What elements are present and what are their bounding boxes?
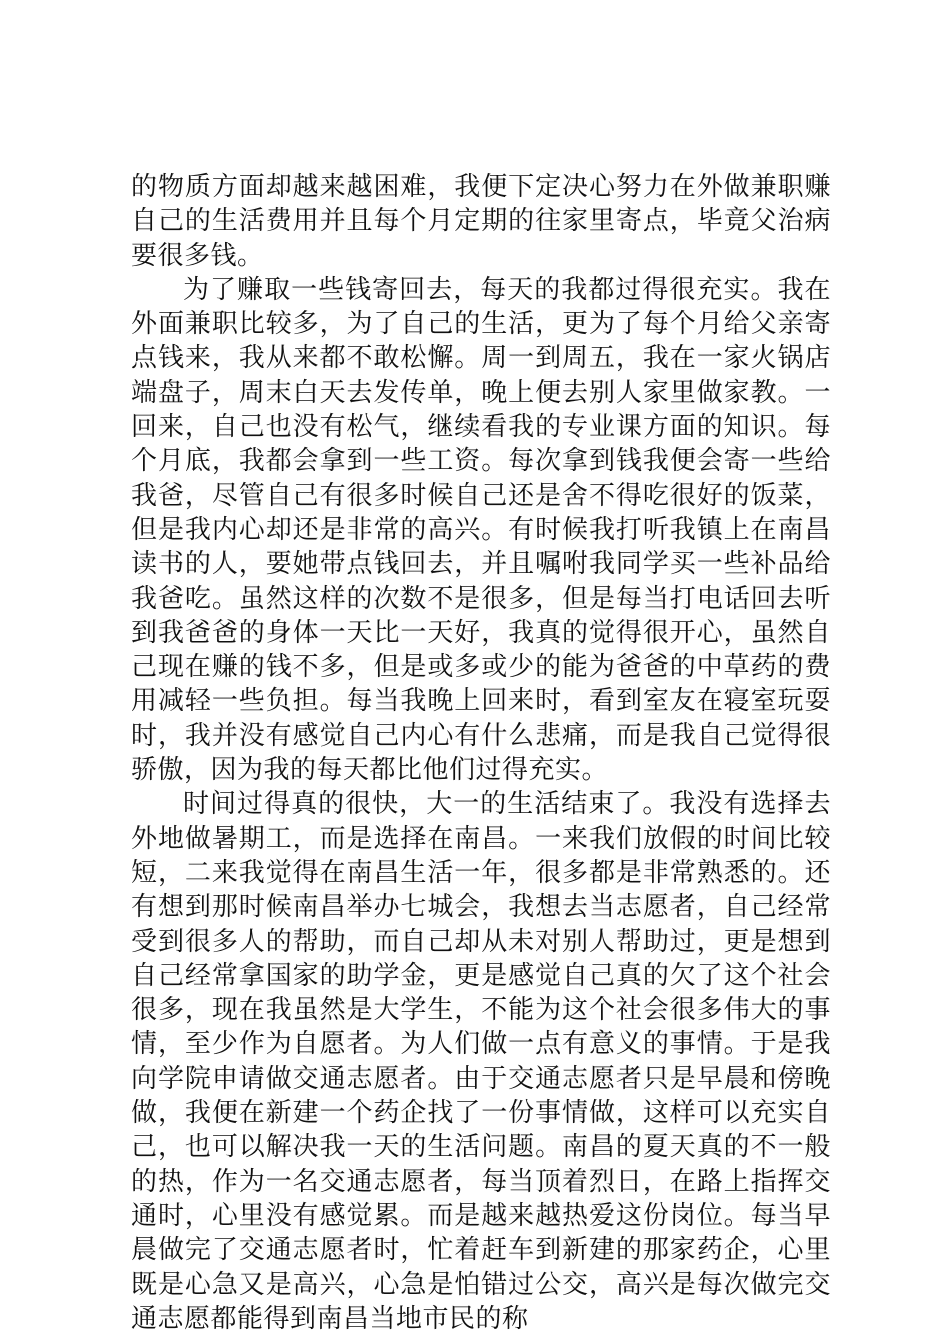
paragraph-part-time-work: 为了赚取一些钱寄回去，每天的我都过得很充实。我在外面兼职比较多，为了自己的生活，更为了每个月给父亲寄点钱来，我从来都不敢松懈。周一到周五，我在一家火锅店端盘子，周末白天去发传单，晚上便去别人家里做家教。一回来，自己也没有松气，继续看我的专业课方面的知识。每个月底，我都会拿到一些工资。每次拿到钱我便会寄一些给我爸，尽管自己有很多时候自己还是舍不得吃很好的饭菜，但是我内心却还是非常的高兴。有时候我打听我镇上在南昌读书的人，要她带点钱回去，并且嘱咐我同学买一些补品给我爸吃。虽然这样的次数不是很多，但是每当打电话回去听到我爸爸的身体一天比一天好，我真的觉得很开心，虽然自己现在赚的钱不多，但是或多或少的能为爸爸的中草药的费用减轻一些负担。每当我晚上回来时，看到室友在寝室玩耍时，我并没有感觉自己内心有什么悲痛，而是我自己觉得很骄傲，因为我的每天都比他们过得充实。 [131, 274, 831, 786]
paragraph-summer-volunteer: 时间过得真的很快，大一的生活结束了。我没有选择去外地做暑期工，而是选择在南昌。一来我们放假的时间比较短，二来我觉得在南昌生活一年，很多都是非常熟悉的。还有想到那时候南昌举办七城会，我想去当志愿者，自己经常受到很多人的帮助，而自己却从未对别人帮助过，更是想到自己经常拿国家的助学金，更是感觉自己真的欠了这个社会很多，现在我虽然是大学生，不能为这个社会很多伟大的事情，至少作为自愿者。为人们做一点有意义的事情。于是我向学院申请做交通志愿者。由于交通志愿者只是早晨和傍晚做，我便在新建一个药企找了一份事情做，这样可以充实自己，也可以解决我一天的生活问题。南昌的夏天真的不一般的热，作为一名交通志愿者，每当顶着烈日，在路上指挥交通时，心里没有感觉累。而是越来越热爱这份岗位。每当早晨做完了交通志愿者时，忙着赶车到新建的那家药企，心里既是心急又是高兴，心急是怕错过公交，高兴是每次做完交通志愿都能得到南昌当地市民的称 [131, 789, 831, 1334]
paragraph-continuation: 的物质方面却越来越困难，我便下定决心努力在外做兼职赚自己的生活费用并且每个月定期的往家里寄点，毕竟父治病要很多钱。 [131, 172, 831, 271]
body-text [131, 170, 831, 1336]
